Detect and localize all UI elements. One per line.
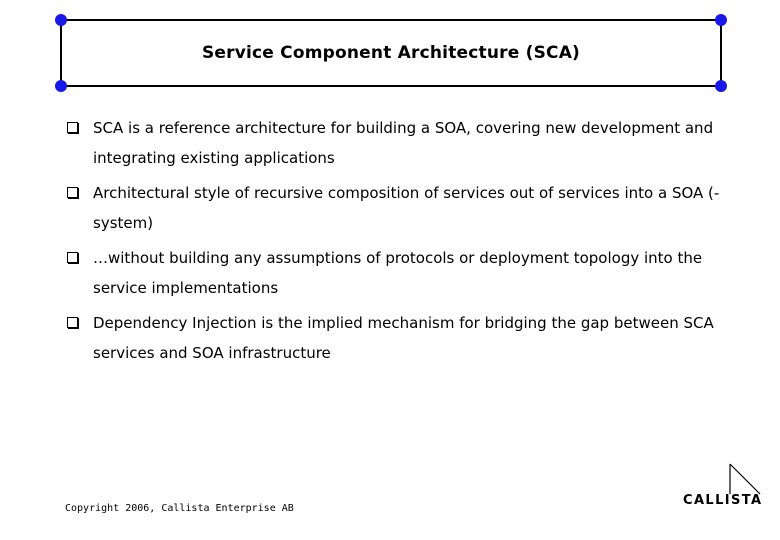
- logo-wordmark: CALLISTA: [683, 493, 763, 508]
- bullet-item: [67, 178, 747, 238]
- bullet-item: [67, 243, 747, 303]
- checkbox-bullet-icon: [67, 122, 78, 133]
- bullet-list: [67, 113, 747, 373]
- selection-handle-bottom-left[interactable]: [55, 80, 67, 92]
- title-box: [60, 19, 722, 87]
- bullet-text: Dependency Injection is the implied mechanism for bridging the gap between SCA services and SOA infrastructure: [93, 314, 714, 362]
- bullet-text: Architectural style of recursive composition of services out of services into a SOA (-system): [93, 184, 720, 232]
- selection-handle-top-left[interactable]: [55, 14, 67, 26]
- callista-logo: [680, 462, 770, 514]
- checkbox-bullet-icon: [67, 252, 78, 263]
- bullet-item: [67, 308, 747, 368]
- selection-handle-bottom-right[interactable]: [715, 80, 727, 92]
- bullet-item: [67, 113, 747, 173]
- slide-title: Service Component Architecture (SCA): [201, 43, 581, 63]
- selection-handle-top-right[interactable]: [715, 14, 727, 26]
- bullet-text: SCA is a reference architecture for building a SOA, covering new development and integrating existing applications: [93, 119, 714, 167]
- copyright-footer: Copyright 2006, Callista Enterprise AB: [65, 503, 294, 514]
- bullet-text: …without building any assumptions of protocols or deployment topology into the service implementations: [93, 249, 703, 297]
- checkbox-bullet-icon: [67, 317, 78, 328]
- checkbox-bullet-icon: [67, 187, 78, 198]
